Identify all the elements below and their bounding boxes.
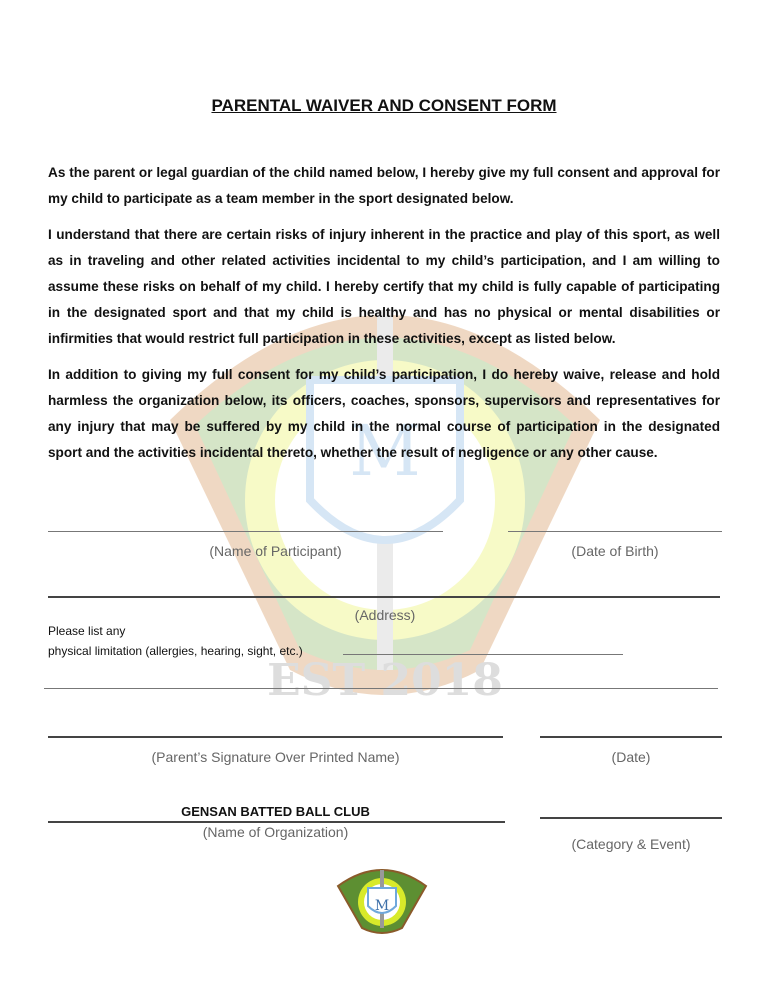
svg-text:M: M — [349, 410, 421, 492]
svg-text:EST 2018: EST 2018 — [267, 655, 503, 706]
organization-line[interactable] — [48, 821, 505, 823]
release-paragraph: In addition to giving my full consent for my child’s participation, I do hereby waive, release and hold harmless the organization below, its officers, coaches, sponsors, supervisors and representatives for any injury that may be suffered by my child in the normal course of participation in the designated sport and the activities incidental thereto, whether the result of negligence or any other cause. — [48, 367, 720, 460]
participant-name-line[interactable] — [48, 531, 443, 532]
date-of-birth-line[interactable] — [508, 531, 722, 532]
risk-paragraph: I understand that there are certain risks of injury inherent in the practice and play of this sport, as well as in traveling and other related activities incidental to my child’s participation, and I am willing to assume these risks on behalf of my child. I hereby certify that my child is fully capable of participating in the designated sport and that my child is healthy and has no physical or mental disabilities or infirmities that would restrict full participation in these activities, except as listed below. — [48, 227, 720, 346]
date-line[interactable] — [540, 736, 722, 738]
svg-text:M: M — [374, 898, 390, 914]
limitation-label-1: Please list any — [48, 624, 126, 638]
limitation-label-2: physical limitation (allergies, hearing, sight, etc.) — [48, 644, 303, 658]
date-label: (Date) — [611, 749, 651, 765]
organization-label: (Name of Organization) — [202, 824, 349, 840]
address-line[interactable] — [48, 596, 720, 598]
address-label: (Address) — [354, 607, 416, 623]
signature-line[interactable] — [48, 736, 503, 738]
consent-paragraph: As the parent or legal guardian of the child named below, I hereby give my full consent and approval for my child to participate as a team member in the sport designated below. — [48, 165, 720, 206]
signature-label: (Parent’s Signature Over Printed Name) — [151, 749, 400, 765]
page-title: PARENTAL WAIVER AND CONSENT FORM — [211, 96, 557, 115]
dob-label: (Date of Birth) — [571, 543, 659, 559]
participant-label: (Name of Participant) — [209, 543, 342, 559]
category-label: (Category & Event) — [571, 836, 691, 852]
waiver-body — [48, 160, 720, 476]
organization-value: GENSAN BATTED BALL CLUB — [181, 804, 370, 819]
limitation-line[interactable] — [343, 654, 623, 655]
limitation-line-2[interactable] — [44, 688, 718, 689]
category-line[interactable] — [540, 817, 722, 819]
club-logo — [336, 862, 428, 936]
